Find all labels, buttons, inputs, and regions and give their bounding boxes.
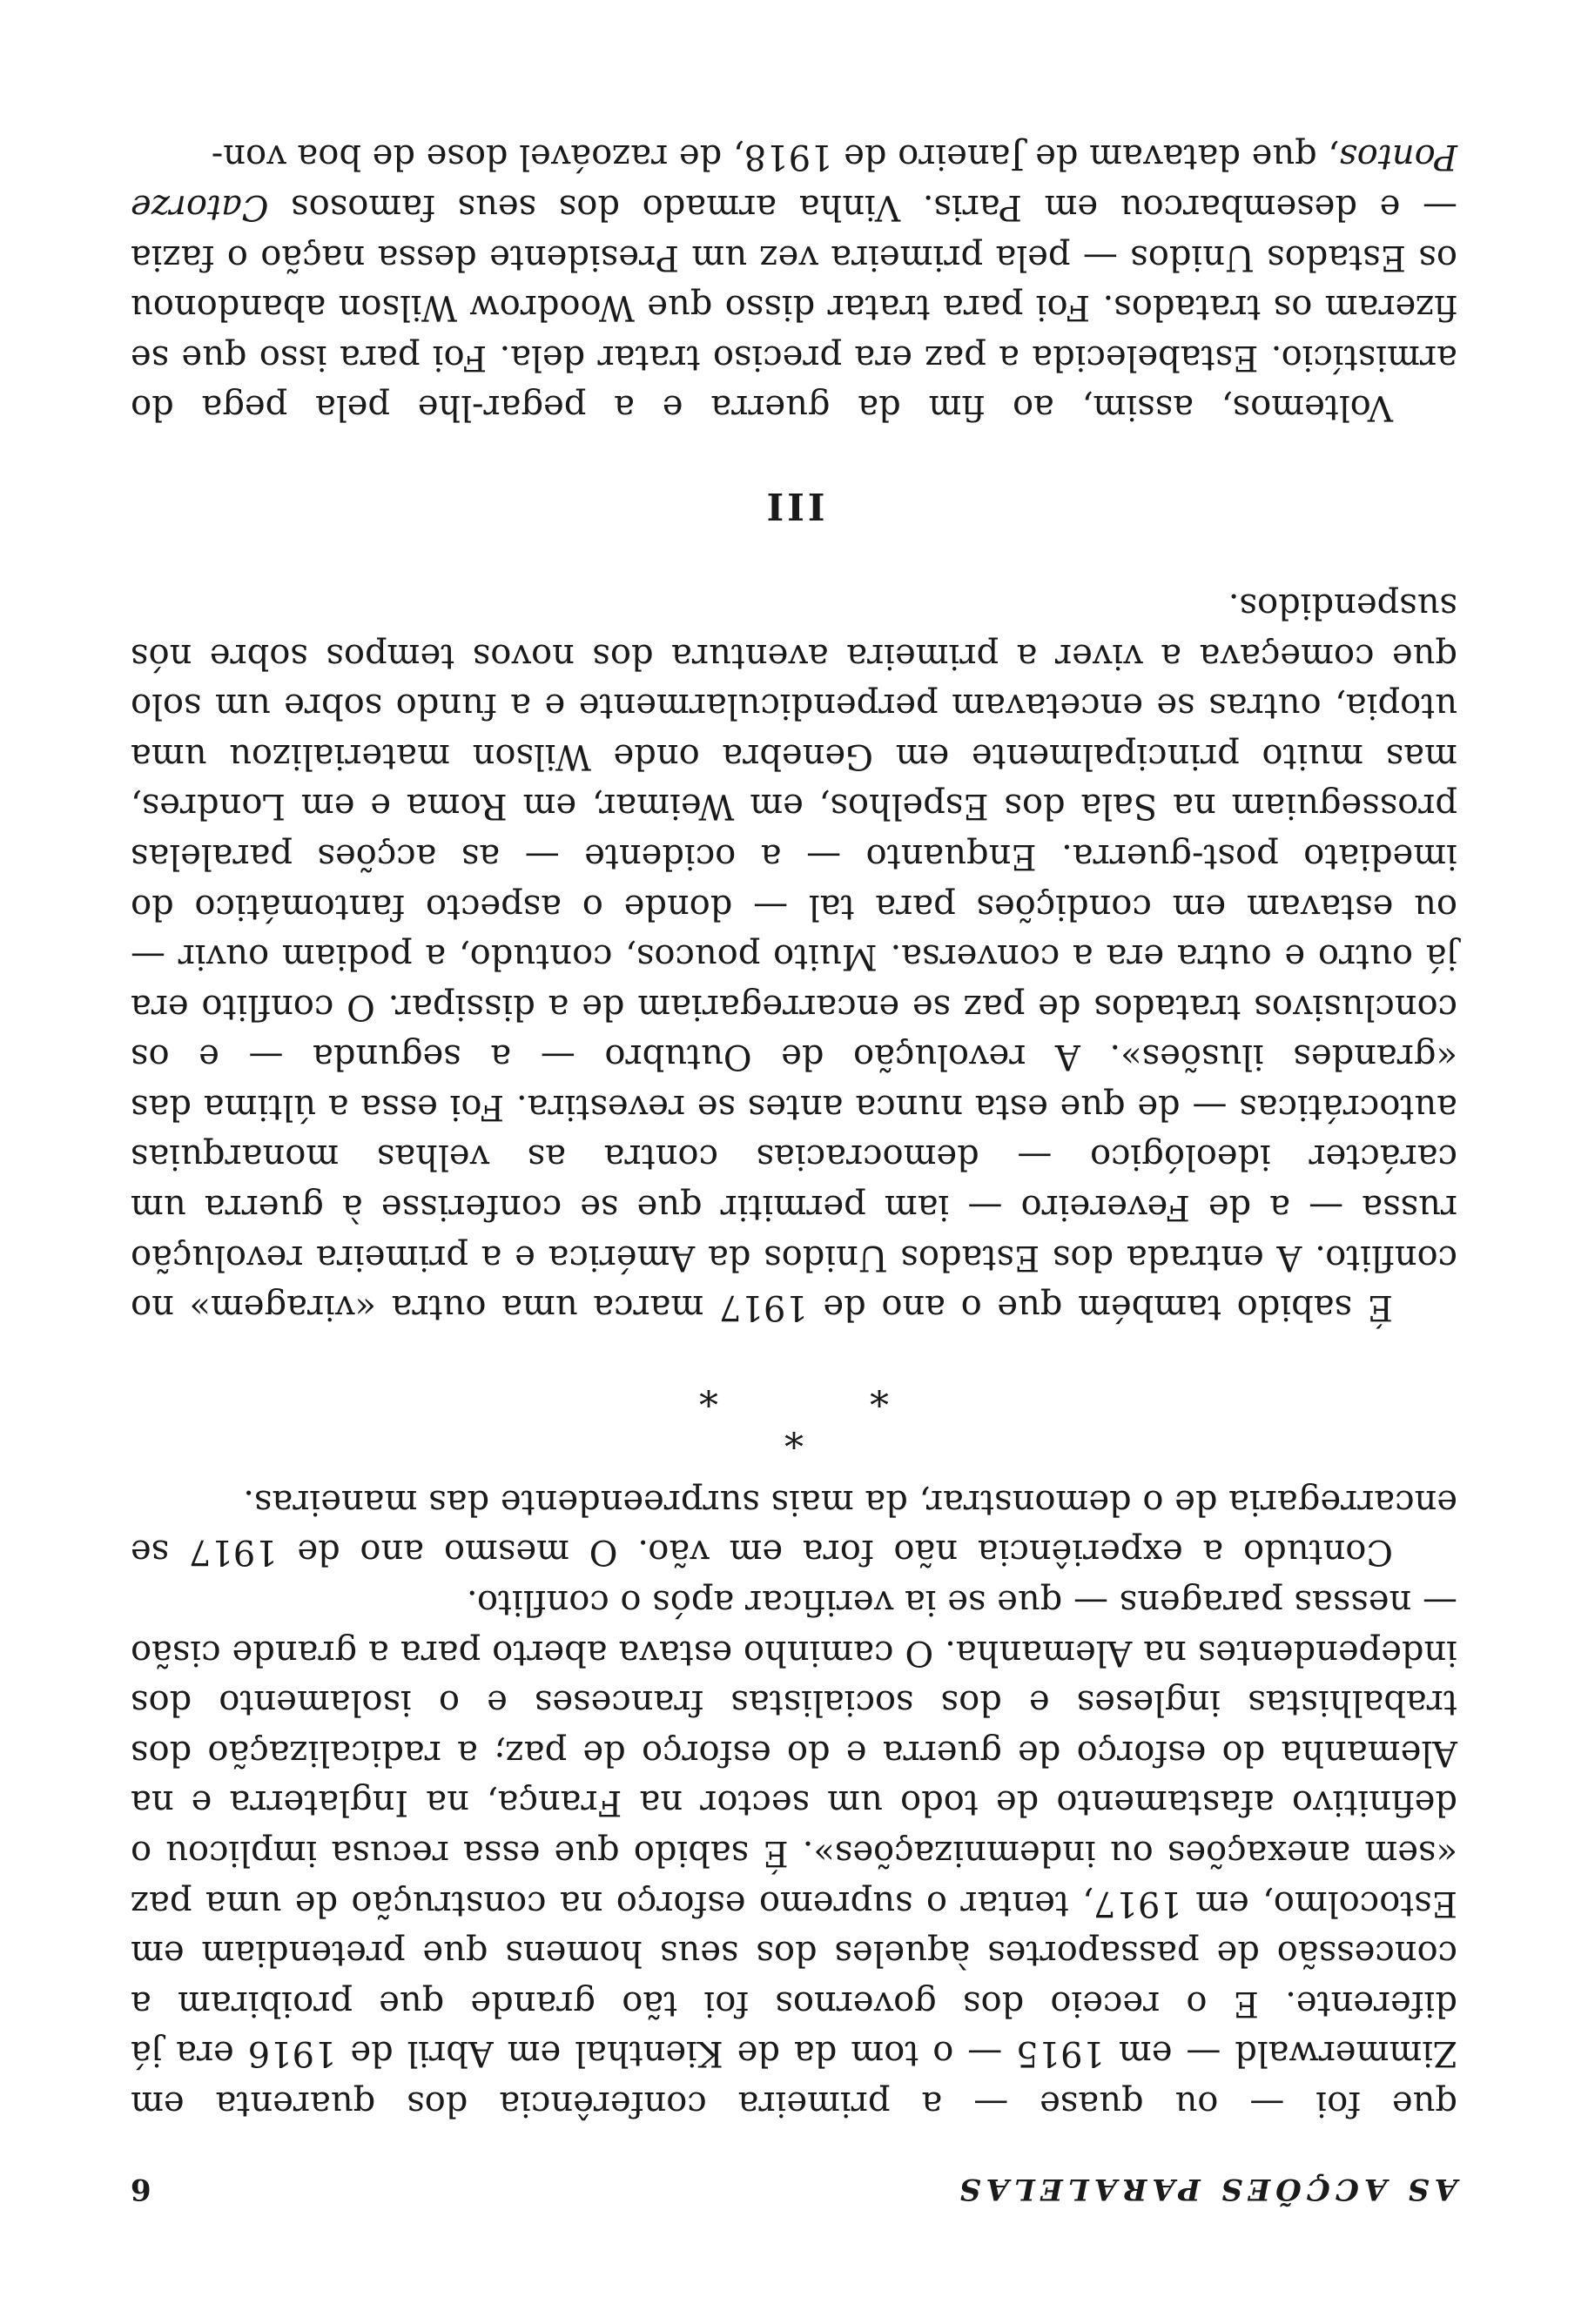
asterism-top: * <box>784 1411 804 1456</box>
paragraph-last-tail: , que datavam de Janeiro de 1918, de razoável dose de boa von- <box>211 137 1340 178</box>
asterism-bottom: * * <box>629 1369 889 1414</box>
asterism <box>131 1369 1457 1456</box>
running-head: AS ACÇÕES PARALELAS <box>954 2172 1457 2206</box>
page-number: 6 <box>131 2172 151 2206</box>
page-header <box>131 2128 1457 2206</box>
paragraph-last <box>131 131 1457 433</box>
italic-term: Catorze Pontos <box>131 137 1457 227</box>
section-heading: III <box>763 484 825 527</box>
paragraph: Contudo a experiência não fora em vão. O mesmo ano de 1917 se encarregaria de o demonstrar, da mais surpreendente das maneiras. <box>131 1481 1457 1573</box>
text-block <box>131 131 1457 2206</box>
paragraph: É sabido também que o ano de 1917 marca uma outra «viragem» no conflito. A entrada dos Estados Unidos da América e a primeira revolução russa — a de Fevereiro — iam permitir que se conferisse à guerra um carácter ideológico — democracias contra as velhas monarquias autocráticas — de que esta nunca antes se revestira. Foi essa a última das «grandes ilusões». A revolução de Outubro — a segunda — e os conclusivos tratados de paz se encarregariam de a dissipar. O conflito era já outro e outra era a conversa. Muito poucos, contudo, a podiam ouvir — ou estavam em condições para tal — donde o aspecto fantomático do imediato post-guerra. Enquanto — a ocidente — as acções paralelas prosseguiam na Sala dos Espelhos, em Weimar, em Roma e em Londres, mas muito principalmente em Genebra onde Wilson materializou uma utopia, outras se encetavam perpendicularmente e a fundo sobre um solo que começava a viver a primeira aventura dos novos tempos sobre nós suspendidos. <box>131 585 1457 1328</box>
paragraph-continued: que foi — ou quase — a primeira conferência dos quarenta em Zimmerwald — em 1915 — o tom da de Kienthal em Abril de 1916 era já diferente. E o receio dos governos foi tão grande que proibiram a concessão de passaportes àqueles dos seus homens que pretendiam em Estocolmo, em 1917, tentar o supremo esforço na construção de uma paz «sem anexações ou indemnizações». É sabido que essa recusa implicou o definitivo afastamento de todo um sector na França, na Inglaterra e na Alemanha do esforço de guerra e do esforço de paz; a radicalização dos trabalhistas ingleses e dos socialistas franceses e o isolamento dos independentes na Alemanha. O caminho estava aberto para a grande cisão — nessas paragens — que se ia verificar após o conflito. <box>131 1582 1457 2124</box>
section-break <box>131 1332 1457 1476</box>
paragraph-last-text: Voltemos, assim, ao fim da guerra e a pegar-lhe pela pega do armistício. Estabelecida a paz era preciso tratar dela. Foi para isso que se fizeram os tratados. Foi para tratar disso que Woodrow Wilson abandonou os Estados Unidos — pela primeira vez um Presidente dessa nação o fazia — e desembarcou em Paris. Vinha armado dos seus famosos <box>131 187 1457 428</box>
